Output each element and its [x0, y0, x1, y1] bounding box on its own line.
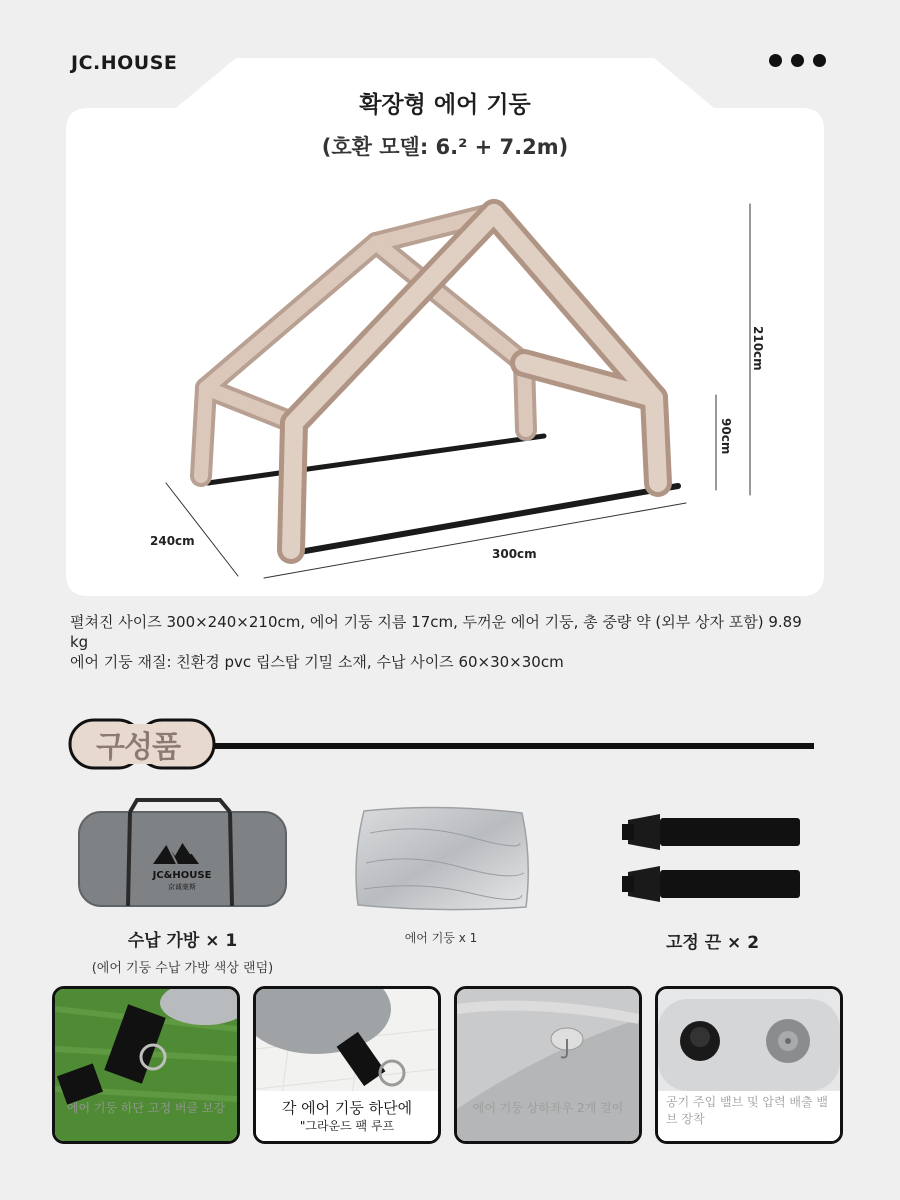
detail-caption-valves: 공기 주입 밸브 및 압력 배출 밸브 장착: [666, 1095, 828, 1126]
detail-photo-valves: [655, 986, 843, 1144]
fixing-strap-item: [620, 808, 805, 953]
fixing-strap-label: 고정 끈 × 2: [665, 933, 760, 953]
dimension-length: 300cm: [492, 547, 537, 561]
storage-bag-item: [75, 798, 290, 976]
spec-text: [70, 612, 840, 672]
fixing-strap-image: [620, 808, 805, 908]
hero-card: [66, 58, 824, 596]
storage-bag-label: 수납 가방 × 1: [127, 931, 238, 951]
spec-line-2: kg: [70, 633, 89, 651]
dimension-height-wall: 90cm: [719, 418, 733, 455]
air-pillar-package-image: [350, 803, 532, 911]
page-subtitle: (호환 모델: 6.² + 7.2m): [321, 135, 569, 159]
page-title: 확장형 에어 기둥: [359, 92, 531, 118]
air-pillar-label: 에어 기둥 x 1: [404, 931, 478, 945]
storage-bag-note: (에어 기둥 수납 가방 색상 랜덤): [91, 961, 274, 976]
detail-caption-buckle: 에어 기둥 하단 고정 버클 보강: [66, 1101, 226, 1115]
storage-bag-image: [75, 798, 290, 910]
detail-caption-ground-loop: 각 에어 기둥 하단에: [281, 1099, 413, 1117]
air-frame-diagram: [66, 58, 824, 596]
detail-photo-buckle: [52, 986, 240, 1144]
ground-strap-front: [288, 486, 678, 554]
detail-photo-hooks: [454, 986, 642, 1144]
spec-line-3: 에어 기둥 재질: 친환경 pvc 립스탑 기밀 소재, 수납 사이즈 60×30×30cm: [70, 653, 564, 671]
storage-bag-logo-subtext: 京诚豪斯: [168, 883, 196, 891]
spec-line-1: 펼쳐진 사이즈 300×240×210cm, 에어 기둥 지름 17cm, 두꺼운 에어 기둥, 총 중량 약 (외부 상자 포함) 9.89: [70, 613, 802, 631]
brand-logo: JC.HOUSE: [71, 52, 178, 74]
detail-photo-ground-loop: [253, 986, 441, 1144]
buckle-detail-image: [55, 989, 237, 1141]
components-heading: 구성품: [96, 730, 180, 765]
detail-caption-hooks: 에어 기둥 상하좌우 2개 걸이: [472, 1101, 624, 1115]
components-header: [66, 716, 818, 772]
air-pillar-item: [350, 803, 532, 946]
hooks-detail-image: [457, 989, 639, 1141]
dimension-depth: 240cm: [150, 534, 195, 548]
dimension-height-total: 210cm: [751, 326, 765, 371]
detail-caption-ground-loop-2: "그라운드 팩 루프: [299, 1119, 395, 1133]
storage-bag-logo-text: JC&HOUSE: [152, 870, 212, 881]
ground-strap-back: [208, 436, 544, 483]
